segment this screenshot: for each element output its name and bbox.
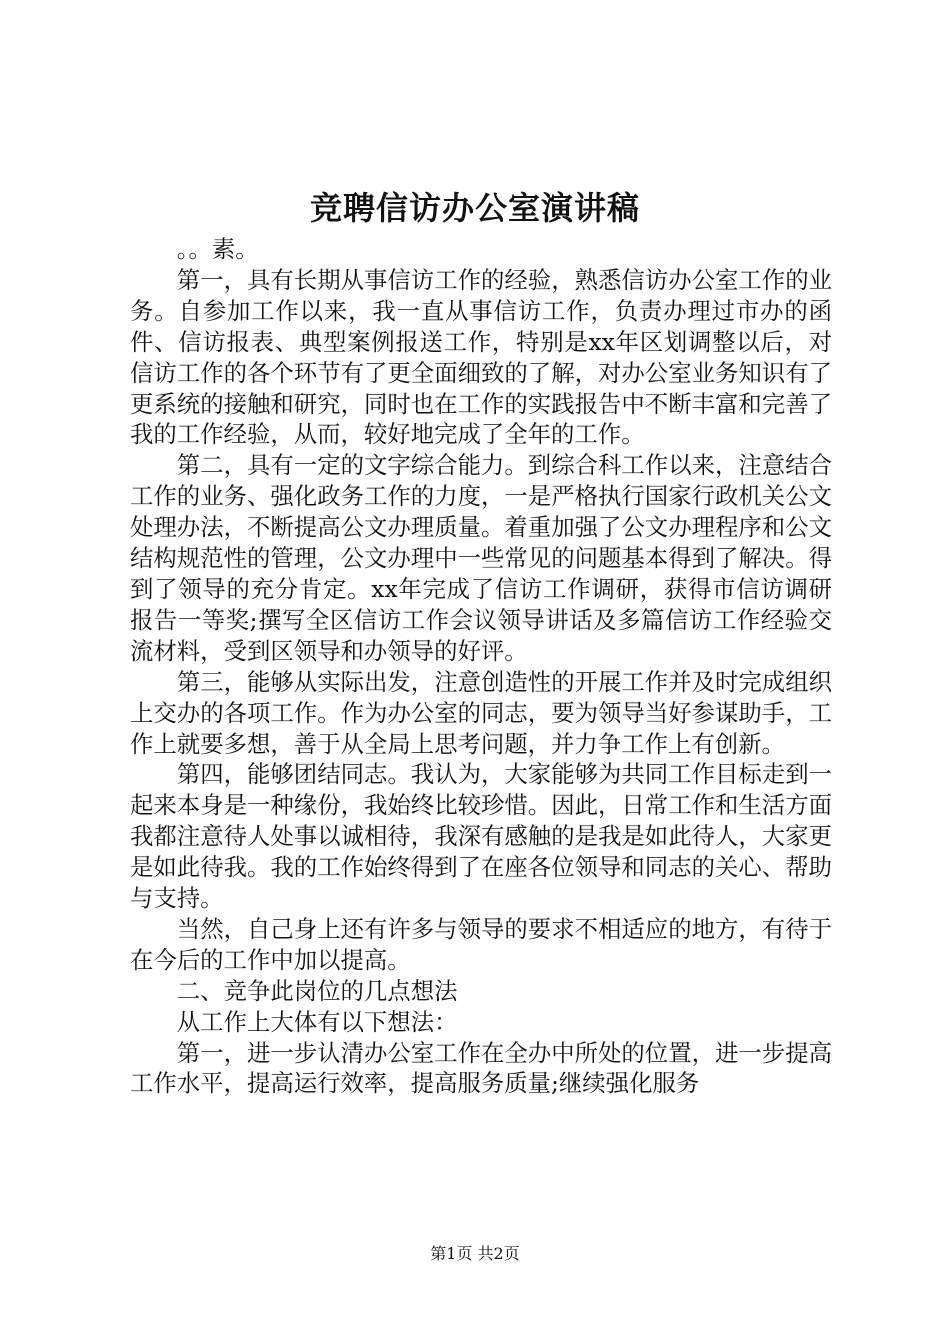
paragraph: 从工作上大体有以下想法： xyxy=(176,1007,458,1036)
document-title: 竞聘信访办公室演讲稿 xyxy=(309,189,640,227)
page-number-footer: 第1页 共2页 xyxy=(430,1244,520,1263)
paragraph: 第二，具有一定的文字综合能力。到综合科工作以来，注意结合工作的业务、强化政务工作的力度，一是严格执行国家行政机关公文处理办法，不断提高公文办理质量。着重加强了公文办理程序和公文结构规范性的管理，公文办理中一些常见的问题基本得到了解决。得到了领导的充分肯定。xx年完成了信访工作调研，获得市信访调研报告一等奖;撰写全区信访工作会议领导讲话及多篇信访工作经验交流材料，受到区领导和办领导的好评。 xyxy=(130,451,832,665)
paragraph: 。。素。 xyxy=(176,235,259,263)
paragraph: 第四，能够团结同志。我认为，大家能够为共同工作目标走到一起来本身是一种缘份，我始终比较珍惜。因此，日常工作和生活方面我都注意待人处事以诚相待，我深有感触的是我是如此待人，大家更是如此待我。我的工作始终得到了在座各位领导和同志的关心、帮助与支持。 xyxy=(130,760,832,913)
document-body xyxy=(130,234,832,1099)
paragraph: 当然，自己身上还有许多与领导的要求不相适应的地方，有待于在今后的工作中加以提高。 xyxy=(130,914,832,974)
paragraph: 第一，具有长期从事信访工作的经验，熟悉信访办公室工作的业务。自参加工作以来，我一直从事信访工作，负责办理过市办的函件、信访报表、典型案例报送工作，特别是xx年区划调整以后，对信访工作的各个环节有了更全面细致的了解，对办公室业务知识有了更系统的接触和研究，同时也在工作的实践报告中不断丰富和完善了我的工作经验，从而，较好地完成了全年的工作。 xyxy=(130,265,832,449)
paragraph: 第三，能够从实际出发，注意创造性的开展工作并及时完成组织上交办的各项工作。作为办公室的同志，要为领导当好参谋助手，工作上就要多想，善于从全局上思考问题，并力争工作上有创新。 xyxy=(130,667,832,758)
paragraph: 第一，进一步认清办公室工作在全办中所处的位置，进一步提高工作水平，提高运行效率，提高服务质量;继续强化服务 xyxy=(130,1038,832,1098)
section-heading: 二、竞争此岗位的几点想法 xyxy=(176,976,458,1005)
